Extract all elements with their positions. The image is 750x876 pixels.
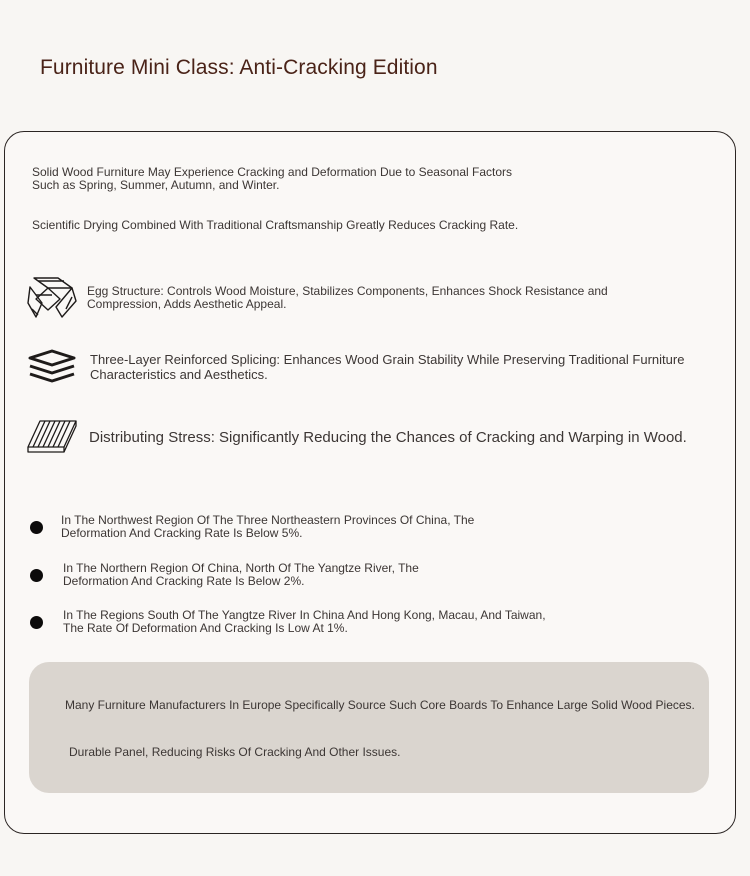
bullet-dot: [30, 569, 43, 582]
note-line: Durable Panel, Reducing Risks Of Cracking And Other Issues.: [69, 745, 401, 759]
feature-line: Characteristics and Aesthetics.: [90, 367, 268, 382]
intro-line: Such as Spring, Summer, Autumn, and Winter.: [32, 178, 280, 192]
list-item: [30, 562, 419, 588]
feature-line: Egg Structure: Controls Wood Moisture, Stabilizes Components, Enhances Shock Resistance and: [87, 284, 608, 298]
feature-line: Compression, Adds Aesthetic Appeal.: [87, 297, 287, 311]
feature-line: Distributing Stress: Significantly Reducing the Chances of Cracking and Warping in Wood.: [89, 428, 687, 446]
note-box: [29, 662, 709, 793]
bullet-line: Deformation And Cracking Rate Is Below 5%.: [61, 526, 303, 540]
bullet-line: In The Northern Region Of China, North Of The Yangtze River, The: [63, 561, 419, 575]
bullet-line: The Rate Of Deformation And Cracking Is Low At 1%.: [63, 621, 348, 635]
feature-line: Three-Layer Reinforced Splicing: Enhances Wood Grain Stability While Preserving Traditional Furniture: [90, 352, 685, 367]
bullet-dot: [30, 521, 43, 534]
feature-wood-board: [26, 419, 687, 455]
note-line: Many Furniture Manufacturers In Europe Specifically Source Such Core Boards To Enhance Large Solid Wood Pieces.: [65, 698, 695, 712]
feature-layers: [26, 348, 684, 386]
bullet-line: In The Northwest Region Of The Three Northeastern Provinces Of China, The: [61, 513, 475, 527]
egg-structure-icon: [26, 275, 78, 321]
layers-icon: [26, 348, 78, 386]
list-item: [30, 514, 474, 540]
feature-egg-structure: [26, 275, 608, 321]
intro-paragraph-1: [32, 166, 512, 192]
bullet-line: In The Regions South Of The Yangtze River In China And Hong Kong, Macau, And Taiwan,: [63, 608, 546, 622]
wood-board-icon: [26, 419, 78, 455]
page-title: Furniture Mini Class: Anti-Cracking Edition: [40, 56, 438, 79]
intro-paragraph-2: Scientific Drying Combined With Traditional Craftsmanship Greatly Reduces Cracking Rate.: [32, 218, 519, 232]
bullet-line: Deformation And Cracking Rate Is Below 2%.: [63, 574, 305, 588]
bullet-dot: [30, 616, 43, 629]
intro-line: Solid Wood Furniture May Experience Cracking and Deformation Due to Seasonal Factors: [32, 165, 513, 179]
list-item: [30, 609, 546, 635]
